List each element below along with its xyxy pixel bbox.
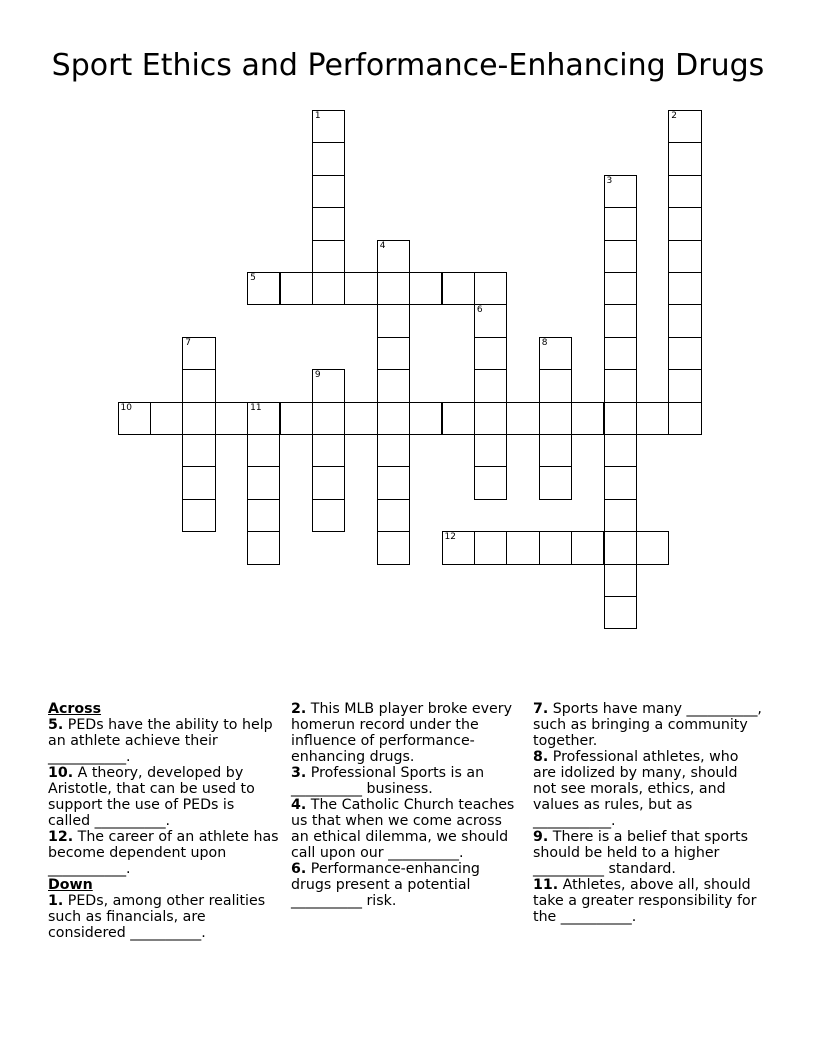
crossword-cell[interactable] <box>506 531 539 564</box>
crossword-cell[interactable] <box>604 466 637 499</box>
crossword-cell[interactable] <box>604 499 637 532</box>
clue-number: 3 <box>606 175 613 186</box>
crossword-cell[interactable] <box>182 466 215 499</box>
clue-text: PEDs, among other realities such as financials, are considered __________. <box>48 893 266 941</box>
crossword-cell[interactable] <box>312 499 345 532</box>
crossword-cell[interactable] <box>539 369 572 402</box>
crossword-cell[interactable] <box>442 402 475 435</box>
crossword-cell[interactable] <box>377 499 410 532</box>
clue-number-label: 9. <box>533 829 549 845</box>
crossword-cell[interactable] <box>668 272 701 305</box>
clue-number: 6 <box>476 305 483 316</box>
clue-text: Athletes, above all, should take a greater responsibility for the __________. <box>533 877 757 925</box>
crossword-cell[interactable] <box>312 434 345 467</box>
clue-number-label: 6. <box>291 861 307 877</box>
crossword-cell[interactable] <box>312 175 345 208</box>
crossword-cell[interactable] <box>409 402 442 435</box>
clue-number-label: 8. <box>533 749 549 765</box>
crossword-cell[interactable] <box>182 369 215 402</box>
crossword-cell[interactable] <box>247 434 280 467</box>
crossword-cell[interactable] <box>312 402 345 435</box>
crossword-cell[interactable] <box>247 499 280 532</box>
clue-text: A theory, developed by Aristotle, that can be used to support the use of PEDs is called __________. <box>48 765 255 829</box>
crossword-cell[interactable] <box>247 272 280 305</box>
crossword-cell[interactable] <box>377 369 410 402</box>
crossword-cell[interactable] <box>604 304 637 337</box>
crossword-cell[interactable] <box>312 207 345 240</box>
clue-item <box>48 893 280 941</box>
crossword-cell[interactable] <box>182 499 215 532</box>
clue-text: The career of an athlete has become dependent upon ___________. <box>48 829 279 877</box>
clue-number: 4 <box>379 240 386 251</box>
clue-number-label: 10. <box>48 765 74 781</box>
crossword-cell[interactable] <box>668 207 701 240</box>
crossword-cell[interactable] <box>604 272 637 305</box>
crossword-cell[interactable] <box>377 272 410 305</box>
clue-text: Sports have many __________, such as bringing a community together. <box>533 701 762 749</box>
clue-text: Performance-enhancing drugs present a potential __________ risk. <box>291 861 480 909</box>
clues-column-1 <box>48 701 280 941</box>
crossword-cell[interactable] <box>377 434 410 467</box>
clue-item <box>533 829 765 877</box>
clue-number: 12 <box>444 532 456 543</box>
crossword-cell[interactable] <box>409 272 442 305</box>
crossword-cell[interactable] <box>474 466 507 499</box>
crossword-cell[interactable] <box>247 402 280 435</box>
crossword-cell[interactable] <box>280 402 313 435</box>
across-header: Across <box>48 701 102 717</box>
crossword-cell[interactable] <box>668 369 701 402</box>
clue-item <box>533 701 765 749</box>
page-title: Sport Ethics and Performance-Enhancing Drugs <box>51 48 765 83</box>
crossword-cell[interactable] <box>312 272 345 305</box>
clue-number: 11 <box>250 402 262 413</box>
crossword-cell[interactable] <box>539 402 572 435</box>
clue-number-label: 3. <box>291 765 307 781</box>
crossword-cell[interactable] <box>571 531 604 564</box>
crossword-cell[interactable] <box>442 531 475 564</box>
clue-number: 1 <box>314 111 321 121</box>
clue-number-label: 2. <box>291 701 307 717</box>
clue-item <box>291 861 523 909</box>
clue-item <box>533 749 765 829</box>
crossword-cell[interactable] <box>604 369 637 402</box>
crossword-cell[interactable] <box>604 337 637 370</box>
clue-number: 9 <box>314 370 321 381</box>
crossword-cell[interactable] <box>604 596 637 629</box>
crossword-cell[interactable] <box>312 466 345 499</box>
clue-number-label: 4. <box>291 797 307 813</box>
crossword-cell[interactable] <box>118 402 151 435</box>
crossword-cell[interactable] <box>247 531 280 564</box>
crossword-cell[interactable] <box>182 402 215 435</box>
clue-item <box>48 829 280 877</box>
crossword-cell[interactable] <box>604 564 637 597</box>
crossword-cell[interactable] <box>539 337 572 370</box>
crossword-cell[interactable] <box>636 531 669 564</box>
clue-number: 2 <box>671 111 678 121</box>
crossword-cell[interactable] <box>539 434 572 467</box>
crossword-cell[interactable] <box>182 337 215 370</box>
crossword-cell[interactable] <box>668 337 701 370</box>
clue-number-label: 5. <box>48 717 64 733</box>
crossword-cell[interactable] <box>474 304 507 337</box>
crossword-cell[interactable] <box>539 531 572 564</box>
crossword-cell[interactable] <box>474 531 507 564</box>
crossword-cell[interactable] <box>377 402 410 435</box>
crossword-cell[interactable] <box>377 466 410 499</box>
crossword-cell[interactable] <box>604 240 637 273</box>
crossword-cell[interactable] <box>312 369 345 402</box>
clue-item <box>48 717 280 765</box>
crossword-cell[interactable] <box>604 402 637 435</box>
crossword-cell[interactable] <box>604 175 637 208</box>
crossword-cell[interactable] <box>377 531 410 564</box>
clue-text: Professional Sports is an __________ business. <box>291 765 485 797</box>
clue-item <box>533 877 765 925</box>
crossword-cell[interactable] <box>474 434 507 467</box>
clue-text: PEDs have the ability to help an athlete achieve their ___________. <box>48 717 273 765</box>
crossword-cell[interactable] <box>247 466 280 499</box>
crossword-cell[interactable] <box>474 402 507 435</box>
clue-number-label: 1. <box>48 893 64 909</box>
crossword-cell[interactable] <box>668 110 701 143</box>
crossword-cell[interactable] <box>668 240 701 273</box>
down-header: Down <box>48 877 93 893</box>
crossword-cell[interactable] <box>312 110 345 143</box>
clue-item <box>48 765 280 829</box>
crossword-cell[interactable] <box>539 466 572 499</box>
crossword-cell[interactable] <box>150 402 183 435</box>
crossword-cell[interactable] <box>344 402 377 435</box>
crossword-cell[interactable] <box>344 272 377 305</box>
crossword-cell[interactable] <box>604 207 637 240</box>
crossword-cell[interactable] <box>215 402 248 435</box>
crossword-cell[interactable] <box>668 402 701 435</box>
clue-number: 5 <box>250 273 256 283</box>
crossword-cell[interactable] <box>668 304 701 337</box>
crossword-cell[interactable] <box>506 402 539 435</box>
clue-text: This MLB player broke every homerun record under the influence of performance-enhancing drugs. <box>291 701 513 765</box>
clue-text: Professional athletes, who are idolized by many, should not see morals, ethics, and values as rules, but as ___________. <box>533 749 739 829</box>
clue-number: 7 <box>185 337 192 348</box>
clue-number: 8 <box>541 337 548 348</box>
clue-number: 10 <box>120 402 132 413</box>
crossword-cell[interactable] <box>668 142 701 175</box>
clues-column-3 <box>533 701 765 925</box>
crossword-cell[interactable] <box>377 304 410 337</box>
crossword-cell[interactable] <box>377 240 410 273</box>
clue-text: The Catholic Church teaches us that when we come across an ethical dilemma, we should call upon our __________. <box>291 797 515 861</box>
crossword-cell[interactable] <box>312 142 345 175</box>
clue-text: There is a belief that sports should be held to a higher __________ standard. <box>533 829 749 877</box>
clue-number-label: 12. <box>48 829 74 845</box>
crossword-cell[interactable] <box>604 531 637 564</box>
crossword-cell[interactable] <box>474 369 507 402</box>
clue-item <box>291 701 523 765</box>
crossword-cell[interactable] <box>474 337 507 370</box>
crossword-cell[interactable] <box>182 434 215 467</box>
clues-column-2 <box>291 701 523 909</box>
crossword-cell[interactable] <box>571 402 604 435</box>
crossword-cell[interactable] <box>474 272 507 305</box>
clue-number-label: 11. <box>533 877 559 893</box>
clue-item <box>291 797 523 861</box>
clue-number-label: 7. <box>533 701 549 717</box>
clue-item <box>291 765 523 797</box>
crossword-cell[interactable] <box>668 175 701 208</box>
crossword-cell[interactable] <box>377 337 410 370</box>
crossword-cell[interactable] <box>636 402 669 435</box>
crossword-cell[interactable] <box>442 272 475 305</box>
crossword-cell[interactable] <box>312 240 345 273</box>
crossword-cell[interactable] <box>604 434 637 467</box>
crossword-cell[interactable] <box>280 272 313 305</box>
